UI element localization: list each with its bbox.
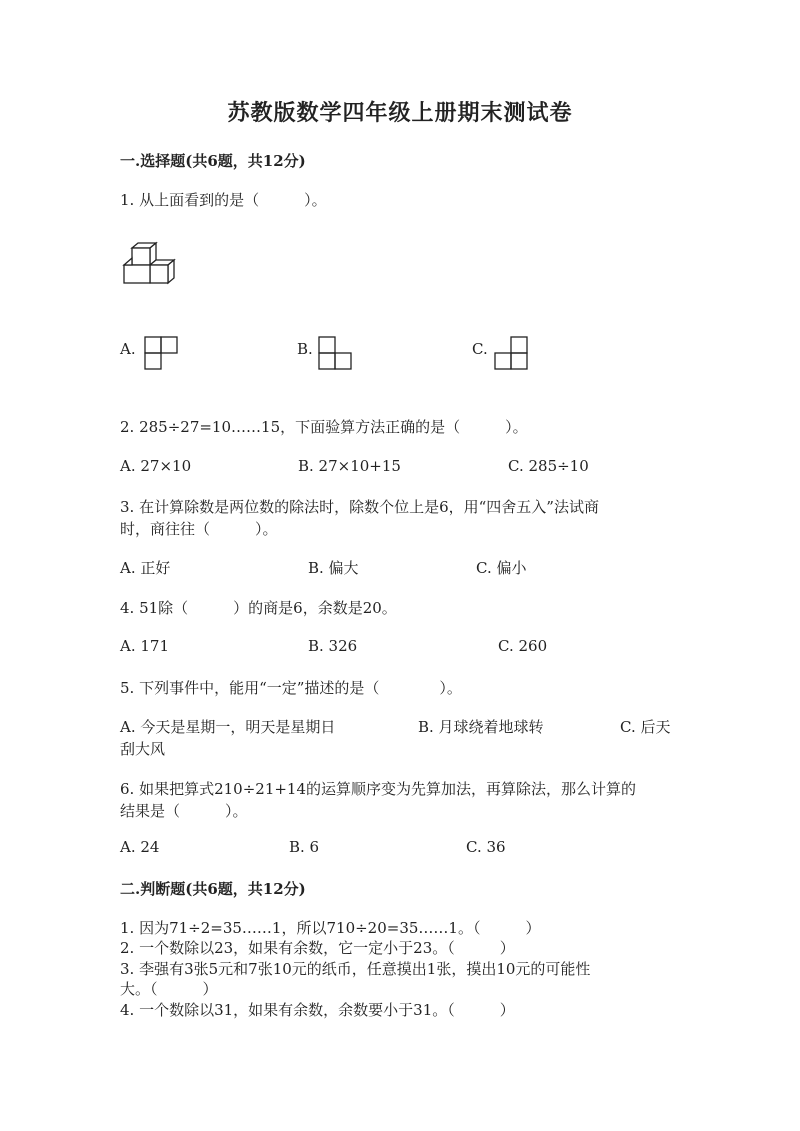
q2-option-c: C. 285÷10 [508, 457, 589, 475]
cube-stack-figure [118, 240, 182, 290]
q6-option-a: A. 24 [120, 838, 160, 856]
q1-option-a-label: A. [120, 340, 136, 358]
q2-option-a: A. 27×10 [120, 457, 192, 475]
q3-option-b: B. 偏大 [308, 559, 359, 577]
q6-option-b: B. 6 [289, 838, 320, 856]
question-4: 4. 51除（ ）的商是6，余数是20。 [120, 599, 397, 617]
q5-option-a: A. 今天是星期一，明天是星期日 [120, 718, 336, 736]
judgment-item-3-line-2: 大。（ ） [120, 980, 218, 998]
judgment-item-3-line-1: 3. 李强有3张5元和7张10元的纸币，任意摸出1张，摸出10元的可能性 [120, 960, 591, 978]
q5-option-c: C. 后天 [620, 718, 671, 736]
q4-option-a: A. 171 [120, 637, 169, 655]
option-c-view-icon [494, 336, 528, 370]
q3-option-a: A. 正好 [120, 559, 171, 577]
judgment-item-1: 1. 因为71÷2=35……1，所以710÷20=35……1。（ ） [120, 919, 541, 937]
section-heading-judgment: 二.判断题(共6题，共12分) [120, 880, 306, 898]
q4-option-b: B. 326 [308, 637, 358, 655]
q3-option-c: C. 偏小 [476, 559, 527, 577]
q6-option-c: C. 36 [466, 838, 506, 856]
page-title: 苏教版数学四年级上册期末测试卷 [227, 100, 573, 126]
option-b-view-icon [318, 336, 352, 370]
question-6-line-2: 结果是（ ）。 [120, 802, 248, 820]
q5-option-b: B. 月球绕着地球转 [418, 718, 544, 736]
q1-option-b-label: B. [297, 340, 313, 358]
judgment-item-4: 4. 一个数除以31，如果有余数，余数要小于31。（ ） [120, 1001, 515, 1019]
question-1: 1. 从上面看到的是（ ）。 [120, 191, 327, 209]
question-2: 2. 285÷27=10……15，下面验算方法正确的是（ ）。 [120, 418, 528, 436]
option-a-view-icon [144, 336, 178, 370]
section-heading-choice: 一.选择题(共6题，共12分) [120, 152, 306, 170]
question-6-line-1: 6. 如果把算式210÷21+14的运算顺序变为先算加法，再算除法，那么计算的 [120, 780, 637, 798]
question-3-line-1: 3. 在计算除数是两位数的除法时，除数个位上是6，用“四舍五入”法试商 [120, 498, 599, 516]
judgment-item-2: 2. 一个数除以23，如果有余数，它一定小于23。（ ） [120, 939, 515, 957]
q2-option-b: B. 27×10+15 [298, 457, 401, 475]
q4-option-c: C. 260 [498, 637, 548, 655]
q1-option-c-label: C. [472, 340, 488, 358]
q5-option-c-continued: 刮大风 [120, 740, 166, 758]
question-3-line-2: 时，商往往（ ）。 [120, 520, 278, 538]
question-5: 5. 下列事件中，能用“一定”描述的是（ ）。 [120, 679, 462, 697]
